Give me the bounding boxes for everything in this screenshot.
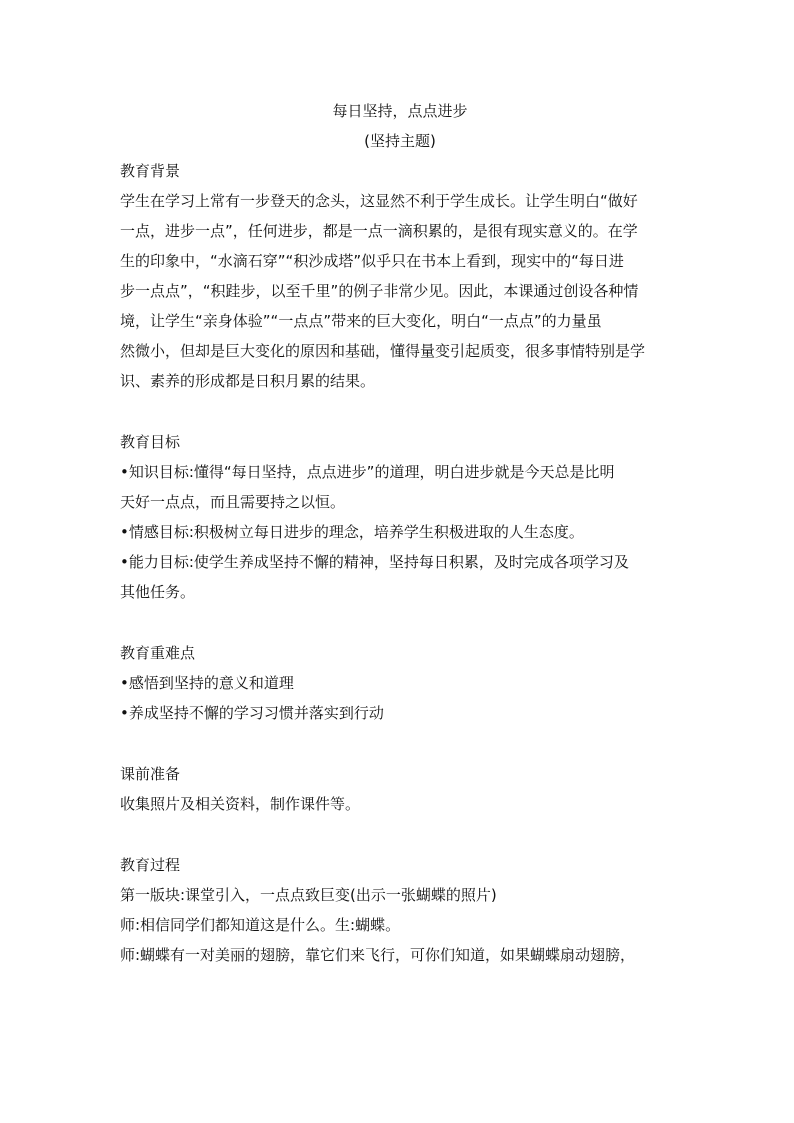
preparation-line: 收集照片及相关资料，制作课件等。 [120,795,361,813]
section-heading: 教育背景 [120,162,181,180]
key-points-section [120,638,680,728]
section-heading: 课前准备 [120,765,181,783]
document-title: 每日坚持，点点进步 [332,102,468,120]
document-page [120,96,680,970]
section-heading: 教育过程 [120,856,181,874]
paragraph-line: 学生在学习上常有一步登天的念头，这显然不利于学生成长。让学生明白“做好 [120,192,638,210]
goal-line: •情感目标:积极树立每日进步的理念，培养学生积极进取的人生态度。 [120,523,584,541]
section-spacer [120,819,680,850]
paragraph-line: 步一点点”，“积跬步，以至千里”的例子非常少见。因此，本课通过创设各种情 [120,282,639,300]
section-heading: 教育重难点 [120,644,196,662]
goals-section [120,427,680,607]
goal-line: 其他任务。 [120,583,196,601]
key-point-line: •感悟到坚持的意义和道理 [120,674,294,692]
goal-line: •能力目标:使学生养成坚持不懈的精神，坚持每日积累，及时完成各项学习及 [120,553,629,571]
section-spacer [120,607,680,638]
goal-line: 天好一点点，而且需要持之以恒。 [120,493,346,511]
paragraph-line: 识、素养的形成都是日积月累的结果。 [120,372,376,390]
process-line: 第一版块:课堂引入，一点点致巨变(出示一张蝴蝶的照片) [120,886,497,904]
section-heading: 教育目标 [120,433,181,451]
section-spacer [120,728,680,759]
paragraph-line: 境，让学生“亲身体验”“一点点”带来的巨大变化，明白“一点点”的力量虽 [120,312,602,330]
background-section [120,156,680,396]
key-point-line: •养成坚持不懈的学习习惯并落实到行动 [120,704,384,722]
document-subtitle: (坚持主题) [364,132,436,150]
process-line: 师:蝴蝶有一对美丽的翅膀，靠它们来飞行，可你们知道，如果蝴蝶扇动翅膀， [120,946,636,964]
goal-line: •知识目标:懂得“每日坚持，点点进步”的道理，明白进步就是今天总是比明 [120,463,615,481]
process-section [120,850,680,970]
section-spacer [120,396,680,427]
paragraph-line: 然微小，但却是巨大变化的原因和基础，懂得量变引起质变，很多事情特别是学 [120,342,646,360]
paragraph-line: 生的印象中，“水滴石穿”“积沙成塔”似乎只在书本上看到，现实中的“每日进 [120,252,624,270]
process-line: 师:相信同学们都知道这是什么。生:蝴蝶。 [120,916,401,934]
preparation-section [120,759,680,819]
paragraph-line: 一点，进步一点”，任何进步，都是一点一滴积累的，是很有现实意义的。在学 [120,222,638,240]
